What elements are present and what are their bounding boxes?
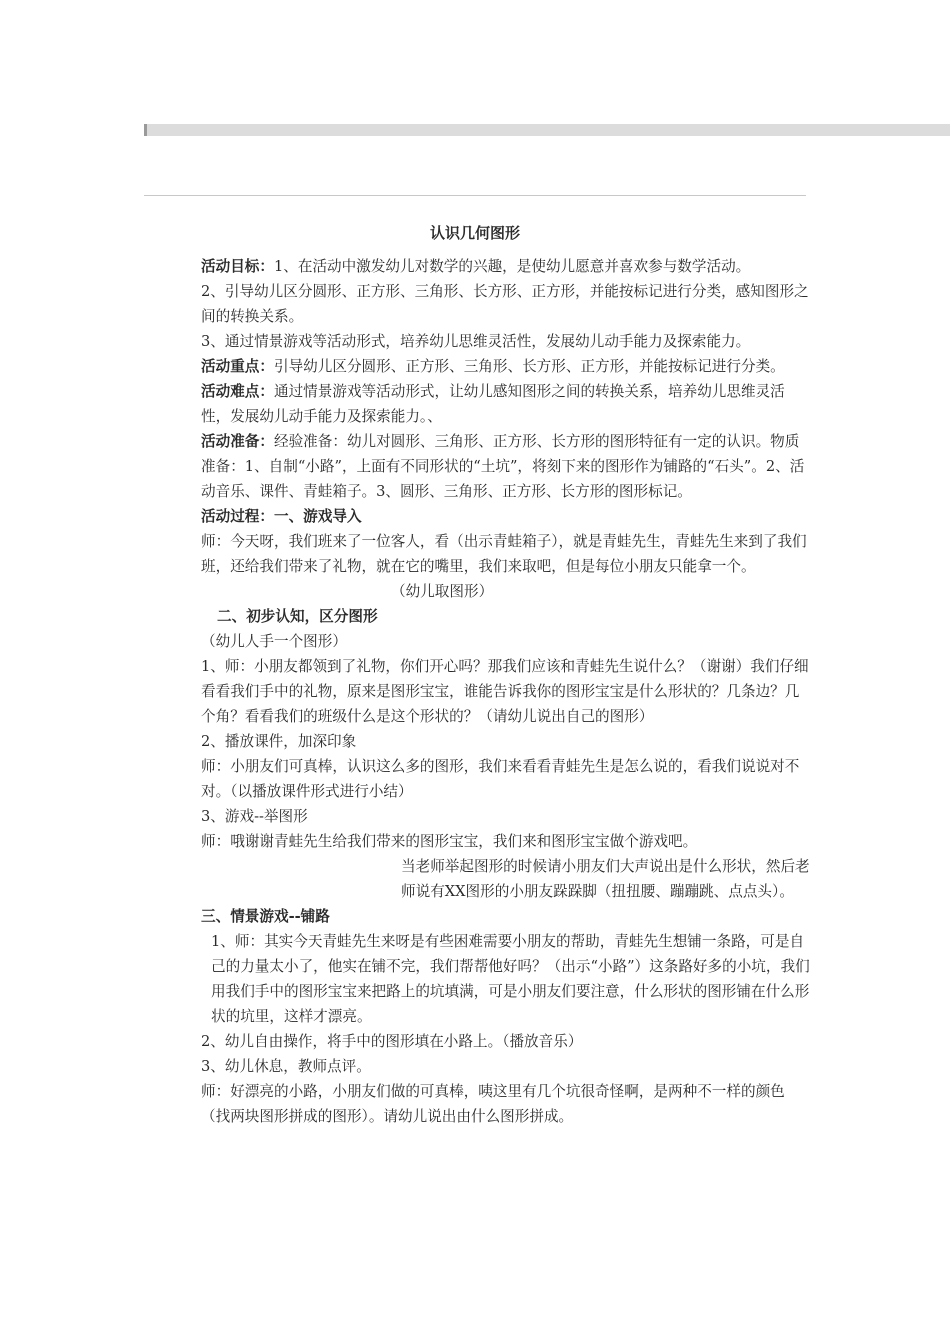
document-body [201,254,813,1129]
key-paragraph [201,354,813,379]
process-p1-note: （幼儿取图形） [391,583,494,600]
prep-text: 经验准备：幼儿对圆形、三角形、正方形、长方形的图形特征有一定的认识。物质准备：1、自制“小路”，上面有不同形状的“土坑”，将刻下来的图形作为铺路的“石头”。2、活动音乐、课件、青蛙箱子。3、圆形、三角形、正方形、长方形的图形标记。 [201,433,805,500]
step3-paragraph-3: 3、幼儿休息，教师点评。 [201,1058,371,1075]
process-p1-text: 师：今天呀，我们班来了一位客人，看（出示青蛙箱子），就是青蛙先生，青蛙先生来到了我们班，还给我们带来了礼物，就在它的嘴里，我们来取吧，但是每位小朋友只能拿一个。 [201,533,807,575]
page-title: 认识几何图形 [429,224,520,242]
goal-paragraph-3: 3、通过情景游戏等活动形式，培养幼儿思维灵活性，发展幼儿动手能力及探索能力。 [201,333,751,350]
header-band [144,124,950,136]
difficulty-text: 通过情景游戏等活动形式，让幼儿感知图形之间的转换关系，培养幼儿思维灵活性，发展幼儿动手能力及探索能力。、 [201,383,785,425]
step3-paragraph-4: 师：好漂亮的小路，小朋友们做的可真棒，咦这里有几个坑很奇怪啊，是两种不一样的颜色（找两块图形拼成的图形）。请幼儿说出由什么图形拼成。 [201,1083,785,1125]
step2-paragraph-1: 1、师：小朋友都领到了礼物，你们开心吗？那我们应该和青蛙先生说什么？（谢谢）我们仔细看看我们手中的礼物，原来是图形宝宝，谁能告诉我你的图形宝宝是什么形状的？几条边？几个角？看看我们的班级什么是这个形状的？（请幼儿说出自己的图形） [201,658,809,725]
step2-paragraph-6: 当老师举起图形的时候请小朋友们大声说出是什么形状，然后老师说有XX图形的小朋友跺跺脚（扭扭腰、蹦蹦跳、点点头）。 [401,858,810,900]
step2-paragraph-4: 3、游戏--举图形 [201,808,308,825]
step3-paragraph-2: 2、幼儿自由操作，将手中的图形填在小路上。（播放音乐） [201,1033,583,1050]
process-paragraph-1 [201,529,813,604]
step2-paragraph-5: 师：哦谢谢青蛙先生给我们带来的图形宝宝，我们来和图形宝宝做个游戏吧。 [201,833,698,850]
process-label: 活动过程： [201,508,274,525]
step2-heading: 二、初步认知，区分图形 [217,608,378,625]
key-text: 引导幼儿区分圆形、正方形、三角形、长方形、正方形，并能按标记进行分类。 [273,358,785,375]
step2-paragraph-2: 2、播放课件，加深印象 [201,733,357,750]
step3-heading: 三、情景游戏--铺路 [201,908,330,925]
step2-paragraph-3: 师：小朋友们可真棒，认识这么多的图形，我们来看看青蛙先生是怎么说的，看我们说说对不对。（以播放课件形式进行小结） [201,758,800,800]
goal-paragraph-2: 2、引导幼儿区分圆形、正方形、三角形、长方形、正方形，并能按标记进行分类，感知图形之间的转换关系。 [201,283,809,325]
goal-label: 活动目标： [201,258,274,275]
prep-paragraph [201,429,813,504]
key-label: 活动重点： [201,358,274,375]
horizontal-rule [144,195,806,196]
process-heading [201,504,813,529]
difficulty-label: 活动难点： [201,383,274,400]
step3-paragraph-1: 1、师：其实今天青蛙先生来呀是有些困难需要小朋友的帮助，青蛙先生想铺一条路，可是自己的力量太小了，他实在铺不完，我们帮帮他好吗？（出示“小路”）这条路好多的小坑，我们用我们手中的图形宝宝来把路上的坑填满，可是小朋友们要注意，什么形状的图形铺在什么形状的坑里，这样才漂亮。 [211,933,810,1025]
prep-label: 活动准备： [201,433,274,450]
goal-1-text: 1、在活动中激发幼儿对数学的兴趣，是使幼儿愿意并喜欢参与数学活动。 [273,258,751,275]
goal-paragraph-1 [201,254,813,279]
header-band-notch [144,124,147,136]
process-step1: 一、游戏导入 [273,508,362,525]
step2-note: （幼儿人手一个图形） [201,633,347,650]
difficulty-paragraph [201,379,813,429]
